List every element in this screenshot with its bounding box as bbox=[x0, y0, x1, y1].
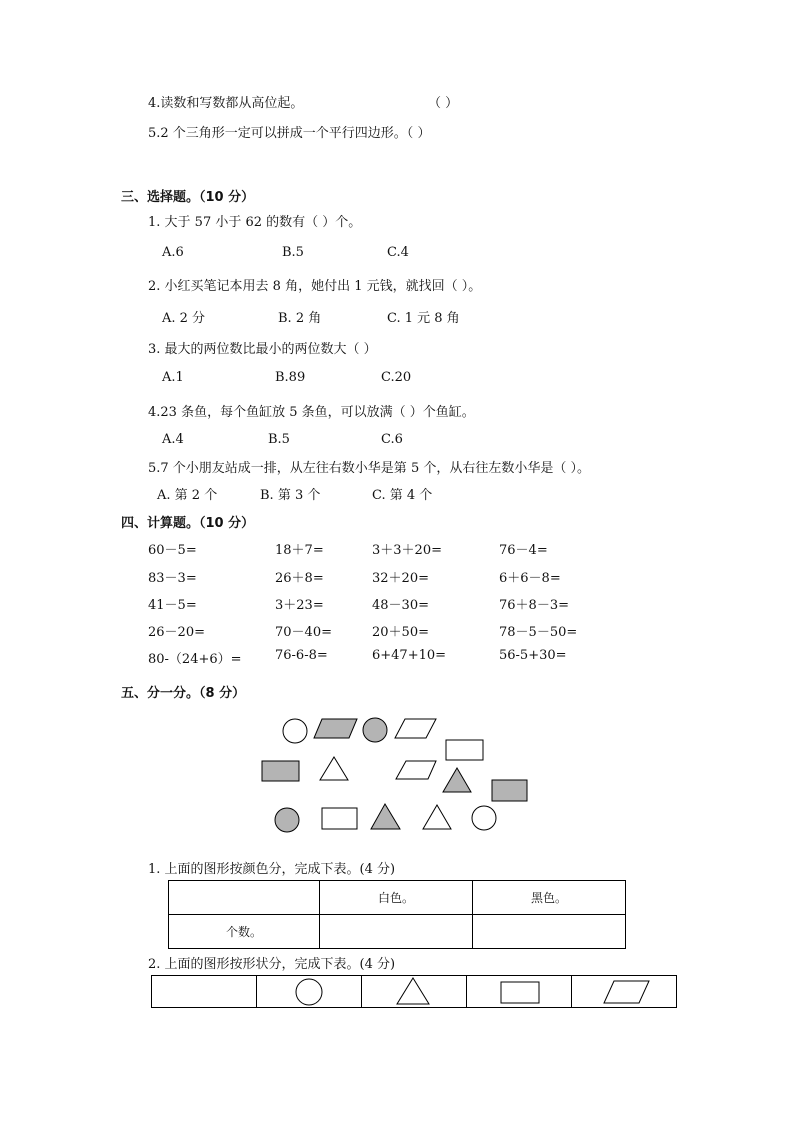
judge-q4-answer[interactable]: （ ） bbox=[428, 96, 459, 111]
classify-sub1: 1. 上面的图形按颜色分，完成下表。(4 分) bbox=[148, 862, 396, 877]
choice-q1-option-a[interactable]: A.6 bbox=[162, 245, 184, 260]
choice-q4-option-b[interactable]: B.5 bbox=[268, 432, 290, 447]
classify-sub2: 2. 上面的图形按形状分，完成下表。(4 分) bbox=[148, 957, 396, 972]
calc-item: 48－30= bbox=[372, 598, 429, 613]
judge-q5: 5.2 个三角形一定可以拼成一个平行四边形。（ ） bbox=[148, 126, 431, 141]
triangle-column bbox=[362, 976, 467, 1008]
choice-q4-option-a[interactable]: A.4 bbox=[162, 432, 184, 447]
choice-q3-option-b[interactable]: B.89 bbox=[275, 370, 306, 385]
calc-item: 70－40= bbox=[275, 625, 332, 640]
choice-q5-option-c[interactable]: C. 第 4 个 bbox=[372, 488, 433, 503]
choice-q2-option-b[interactable]: B. 2 角 bbox=[278, 311, 322, 326]
parallelogram-white-shape bbox=[396, 761, 436, 779]
choice-q2-option-a[interactable]: A. 2 分 bbox=[162, 311, 206, 326]
table-label-cell bbox=[152, 976, 257, 1008]
calc-item: 76－4= bbox=[499, 543, 548, 558]
header-white: 白色。 bbox=[320, 881, 473, 915]
calc-item: 76-6-8= bbox=[275, 648, 328, 663]
triangle-white-shape bbox=[423, 805, 451, 829]
circle-gray-shape bbox=[363, 718, 387, 742]
rectangle-icon bbox=[501, 982, 539, 1003]
calc-item: 76＋8－3= bbox=[499, 598, 569, 613]
answer-black-count[interactable] bbox=[473, 915, 626, 949]
header-black: 黑色。 bbox=[473, 881, 626, 915]
calc-item: 18＋7= bbox=[275, 543, 324, 558]
judge-q4: 4.读数和写数都从高位起。 bbox=[148, 96, 304, 111]
shape-count-table bbox=[151, 975, 677, 1008]
triangle-gray-shape bbox=[443, 768, 471, 792]
calc-item: 78－5－50= bbox=[499, 625, 578, 640]
calc-item: 3＋23= bbox=[275, 598, 324, 613]
section-calc-header: 四、计算题。（10 分） bbox=[121, 516, 255, 531]
parallelogram-gray-shape bbox=[314, 719, 357, 738]
rectangle-gray-shape bbox=[492, 780, 527, 801]
choice-q1: 1. 大于 57 小于 62 的数有（ ）个。 bbox=[148, 215, 362, 230]
calc-item: 6+47+10= bbox=[372, 648, 447, 663]
calc-item: 60－5= bbox=[148, 543, 197, 558]
color-count-table bbox=[168, 880, 626, 949]
calc-item: 83－3= bbox=[148, 571, 197, 586]
calc-item: 26－20= bbox=[148, 625, 205, 640]
section-classify-header: 五、分一分。（8 分） bbox=[121, 686, 246, 701]
choice-q2-option-c[interactable]: C. 1 元 8 角 bbox=[387, 311, 460, 326]
answer-white-count[interactable] bbox=[320, 915, 473, 949]
circle-icon bbox=[296, 979, 322, 1005]
calc-item: 3＋3＋20= bbox=[372, 543, 442, 558]
triangle-white-shape bbox=[320, 757, 348, 780]
triangle-icon bbox=[397, 978, 429, 1004]
choice-q3: 3. 最大的两位数比最小的两位数大（ ） bbox=[148, 342, 377, 357]
triangle-gray-shape bbox=[371, 804, 400, 829]
choice-q1-option-c[interactable]: C.4 bbox=[387, 245, 409, 260]
choice-q5-option-a[interactable]: A. 第 2 个 bbox=[157, 488, 218, 503]
calc-item: 56-5+30= bbox=[499, 648, 567, 663]
choice-q2: 2. 小红买笔记本用去 8 角，她付出 1 元钱，就找回（ ）。 bbox=[148, 279, 482, 294]
choice-q3-option-a[interactable]: A.1 bbox=[162, 370, 184, 385]
calc-item: 20＋50= bbox=[372, 625, 429, 640]
calc-item: 32＋20= bbox=[372, 571, 429, 586]
circle-white-shape bbox=[472, 806, 496, 830]
calc-item: 26＋8= bbox=[275, 571, 324, 586]
parallelogram-white-shape bbox=[395, 719, 436, 738]
parallelogram-icon bbox=[604, 981, 649, 1003]
rectangle-column bbox=[467, 976, 572, 1008]
calc-item: 6＋6－8= bbox=[499, 571, 561, 586]
rectangle-white-shape bbox=[322, 808, 357, 829]
choice-q5: 5.7 个小朋友站成一排，从左往右数小华是第 5 个，从右往左数小华是（ ）。 bbox=[148, 461, 590, 476]
choice-q4: 4.23 条鱼，每个鱼缸放 5 条鱼，可以放满（ ）个鱼缸。 bbox=[148, 405, 475, 420]
choice-q3-option-c[interactable]: C.20 bbox=[381, 370, 412, 385]
calc-item: 41－5= bbox=[148, 598, 197, 613]
section-choice-header: 三、选择题。（10 分） bbox=[121, 190, 255, 205]
choice-q4-option-c[interactable]: C.6 bbox=[381, 432, 403, 447]
circle-white-shape bbox=[283, 719, 307, 743]
table-corner-cell bbox=[169, 881, 320, 915]
circle-gray-shape bbox=[275, 808, 299, 832]
choice-q5-option-b[interactable]: B. 第 3 个 bbox=[260, 488, 321, 503]
circle-column bbox=[257, 976, 362, 1008]
row-label-count: 个数。 bbox=[169, 915, 320, 949]
parallelogram-column bbox=[572, 976, 677, 1008]
choice-q1-option-b[interactable]: B.5 bbox=[282, 245, 304, 260]
calc-item: 80-（24+6）= bbox=[148, 652, 242, 667]
rectangle-white-shape bbox=[446, 740, 483, 760]
rectangle-gray-shape bbox=[262, 761, 299, 781]
